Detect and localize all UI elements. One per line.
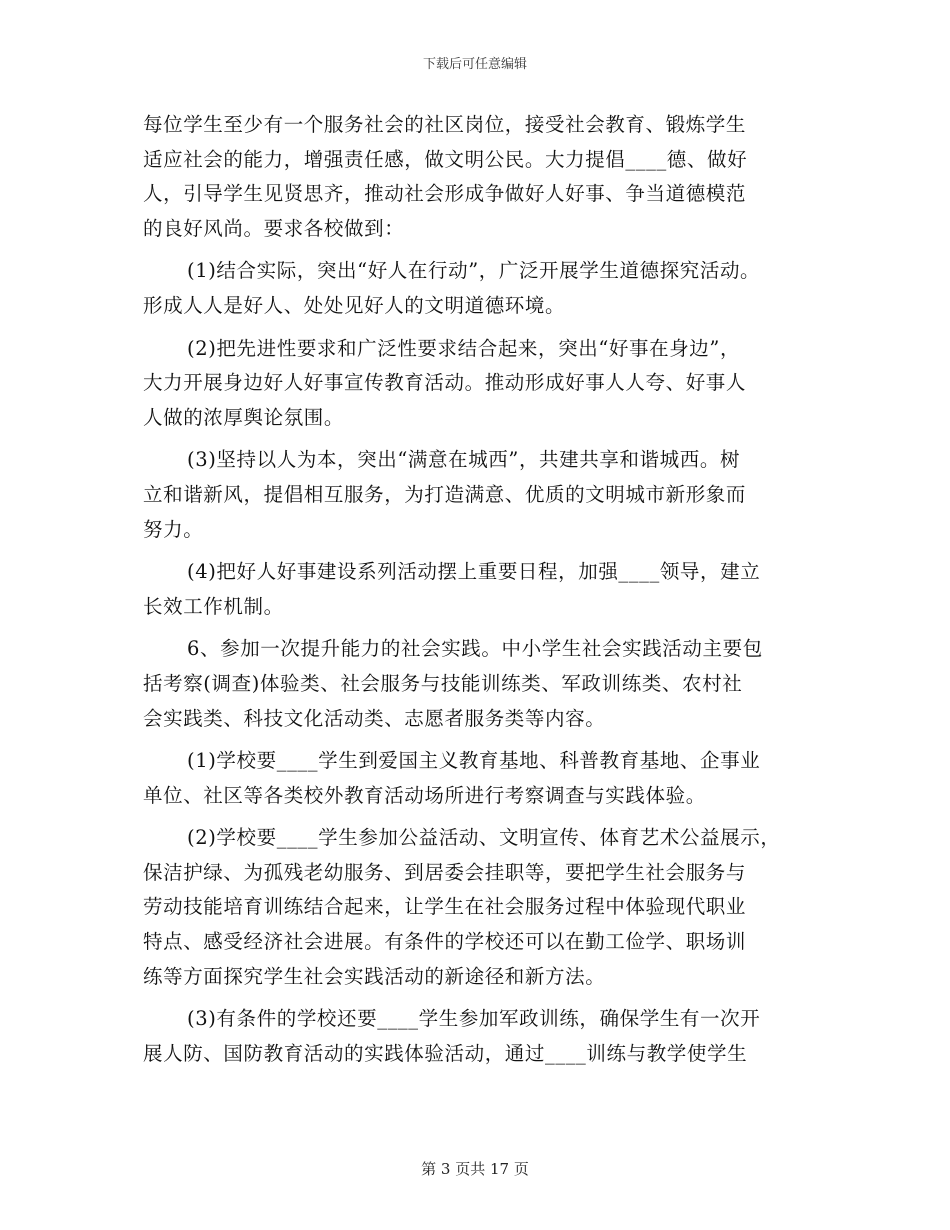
text-line: 人，引导学生见贤思齐，推动社会形成争做好人好事、争当道德模范 (143, 182, 747, 206)
paragraph (143, 443, 808, 547)
text-line: (3)有条件的学校还要____学生参加军政训练，确保学生有一次开 (187, 1007, 761, 1031)
text-line: 每位学生至少有一个服务社会的社区岗位，接受社会教育、锻炼学生 (143, 113, 747, 136)
text-line: 立和谐新风，提倡相互服务，为打造满意、优质的文明城市新形象而 (143, 482, 747, 506)
text-line: (1)结合实际，突出“好人在行动”，广泛开展学生道德探究活动。 (187, 259, 761, 283)
page-footer: 第 3 页共 17 页 (421, 1160, 529, 1178)
text-line: 括考察(调查)体验类、社会服务与技能训练类、军政训练类、农村社 (143, 671, 743, 695)
paragraph (143, 254, 808, 323)
text-line: 展人防、国防教育活动的实践体验活动，通过____训练与教学使学生 (143, 1041, 748, 1065)
text-line: 长效工作机制。 (143, 594, 284, 618)
paragraph (143, 821, 808, 994)
text-line: 的良好风尚。要求各校做到： (143, 216, 405, 240)
text-line: 人做的浓厚舆论氛围。 (143, 405, 345, 429)
text-line: 单位、社区等各类校外教育活动场所进行考察调查与实践体验。 (143, 783, 706, 807)
text-line: (1)学校要____学生到爱国主义教育基地、科普教育基地、企事业 (187, 749, 761, 773)
text-line: 大力开展身边好人好事宣传教育活动。推动形成好事人人夸、好事人 (143, 371, 747, 395)
paragraph (143, 744, 808, 813)
paragraph (143, 332, 808, 436)
text-line: 特点、感受经济社会进展。有条件的学校还可以在勤工俭学、职场训 (143, 930, 747, 954)
document-body (143, 108, 808, 1071)
text-line: 适应社会的能力，增强责任感，做文明公民。大力提倡____德、做好 (143, 147, 748, 171)
text-line: (4)把好人好事建设系列活动摆上重要日程，加强____领导，建立 (187, 560, 761, 584)
text-line: 形成人人是好人、处处见好人的文明道德环境。 (143, 293, 566, 317)
text-line: 劳动技能培育训练结合起来，让学生在社会服务过程中体验现代职业 (143, 895, 747, 919)
text-line: 保洁护绿、为孤残老幼服务、到居委会挂职等，要把学生社会服务与 (143, 860, 747, 884)
paragraph (143, 555, 808, 624)
text-line: 练等方面探究学生社会实践活动的新途径和新方法。 (143, 964, 606, 988)
text-line: 6、参加一次提升能力的社会实践。中小学生社会实践活动主要包 (187, 637, 763, 661)
page-header: 下载后可任意编辑 (422, 57, 527, 72)
text-line: (2)把先进性要求和广泛性要求结合起来，突出“好事在身边”， (187, 336, 741, 360)
paragraph (143, 108, 808, 246)
paragraph (143, 632, 808, 736)
text-line: 会实践类、科技文化活动类、志愿者服务类等内容。 (143, 706, 606, 730)
text-line: (3)坚持以人为本，突出“满意在城西”，共建共享和谐城西。树 (187, 448, 741, 472)
text-line: 努力。 (143, 517, 204, 541)
text-line: (2)学校要____学生参加公益活动、文明宣传、体育艺术公益展示， (187, 826, 781, 850)
paragraph (143, 1002, 808, 1071)
